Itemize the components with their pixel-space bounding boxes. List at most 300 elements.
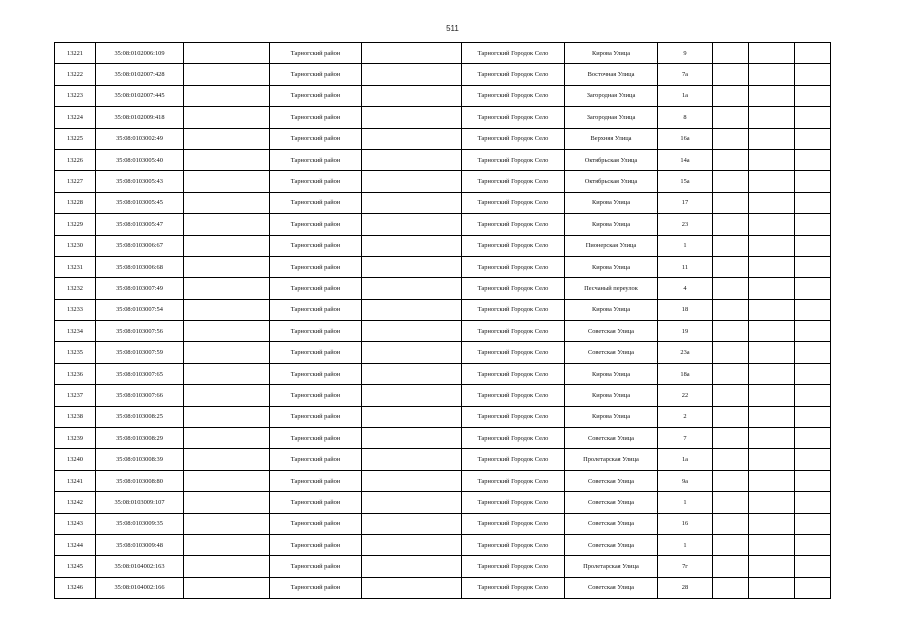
empty-cell <box>362 278 462 299</box>
empty-cell <box>749 406 795 427</box>
table-row <box>55 492 831 513</box>
house-number-cell: 1 <box>658 235 713 256</box>
empty-cell <box>184 428 270 449</box>
empty-cell <box>749 171 795 192</box>
empty-cell <box>749 235 795 256</box>
empty-cell <box>795 192 831 213</box>
empty-cell <box>795 64 831 85</box>
empty-cell <box>749 342 795 363</box>
district-cell: Тарногский район <box>270 192 362 213</box>
empty-cell <box>362 192 462 213</box>
district-cell: Тарногский район <box>270 577 362 598</box>
district-cell: Тарногский район <box>270 43 362 64</box>
empty-cell <box>184 342 270 363</box>
street-cell: Советская Улица <box>565 470 658 491</box>
empty-cell <box>713 385 749 406</box>
table-row <box>55 470 831 491</box>
empty-cell <box>749 43 795 64</box>
table-row <box>55 577 831 598</box>
district-cell: Тарногский район <box>270 492 362 513</box>
street-cell: Кирова Улица <box>565 256 658 277</box>
settlement-cell: Тарногский Городок Село <box>462 428 565 449</box>
empty-cell <box>795 470 831 491</box>
district-cell: Тарногский район <box>270 299 362 320</box>
empty-cell <box>362 406 462 427</box>
street-cell: Пионерская Улица <box>565 235 658 256</box>
empty-cell <box>184 577 270 598</box>
house-number-cell: 7г <box>658 556 713 577</box>
street-cell: Кирова Улица <box>565 214 658 235</box>
record-id-cell: 13228 <box>55 192 96 213</box>
empty-cell <box>749 85 795 106</box>
empty-cell <box>362 171 462 192</box>
cadastral-number-cell: 35:08:0103008:80 <box>96 470 184 491</box>
table-row <box>55 299 831 320</box>
settlement-cell: Тарногский Городок Село <box>462 171 565 192</box>
record-id-cell: 13244 <box>55 534 96 555</box>
settlement-cell: Тарногский Городок Село <box>462 556 565 577</box>
record-id-cell: 13235 <box>55 342 96 363</box>
street-cell: Советская Улица <box>565 428 658 449</box>
house-number-cell: 7а <box>658 64 713 85</box>
street-cell: Кирова Улица <box>565 363 658 384</box>
empty-cell <box>362 64 462 85</box>
cadastral-number-cell: 35:08:0103007:65 <box>96 363 184 384</box>
cadastral-number-cell: 35:08:0103005:43 <box>96 171 184 192</box>
empty-cell <box>749 513 795 534</box>
empty-cell <box>362 342 462 363</box>
record-id-cell: 13245 <box>55 556 96 577</box>
empty-cell <box>713 171 749 192</box>
table-row <box>55 278 831 299</box>
cadastral-number-cell: 35:08:0102006:109 <box>96 43 184 64</box>
empty-cell <box>184 278 270 299</box>
empty-cell <box>749 428 795 449</box>
empty-cell <box>362 428 462 449</box>
empty-cell <box>713 214 749 235</box>
empty-cell <box>713 321 749 342</box>
table-row <box>55 556 831 577</box>
cadastral-number-cell: 35:08:0103007:59 <box>96 342 184 363</box>
settlement-cell: Тарногский Городок Село <box>462 128 565 149</box>
empty-cell <box>184 492 270 513</box>
empty-cell <box>749 577 795 598</box>
empty-cell <box>362 492 462 513</box>
cadastral-number-cell: 35:08:0102009:418 <box>96 107 184 128</box>
settlement-cell: Тарногский Городок Село <box>462 256 565 277</box>
street-cell: Восточная Улица <box>565 64 658 85</box>
empty-cell <box>184 85 270 106</box>
district-cell: Тарногский район <box>270 342 362 363</box>
empty-cell <box>362 321 462 342</box>
record-id-cell: 13237 <box>55 385 96 406</box>
empty-cell <box>184 107 270 128</box>
district-cell: Тарногский район <box>270 470 362 491</box>
empty-cell <box>184 214 270 235</box>
settlement-cell: Тарногский Городок Село <box>462 385 565 406</box>
house-number-cell: 1а <box>658 85 713 106</box>
house-number-cell: 8 <box>658 107 713 128</box>
empty-cell <box>749 214 795 235</box>
empty-cell <box>749 321 795 342</box>
empty-cell <box>362 534 462 555</box>
empty-cell <box>749 128 795 149</box>
settlement-cell: Тарногский Городок Село <box>462 342 565 363</box>
empty-cell <box>749 64 795 85</box>
empty-cell <box>362 385 462 406</box>
empty-cell <box>184 385 270 406</box>
empty-cell <box>713 128 749 149</box>
cadastral-number-cell: 35:08:0102007:428 <box>96 64 184 85</box>
settlement-cell: Тарногский Городок Село <box>462 149 565 170</box>
street-cell: Загородная Улица <box>565 85 658 106</box>
district-cell: Тарногский район <box>270 321 362 342</box>
empty-cell <box>713 278 749 299</box>
house-number-cell: 16 <box>658 513 713 534</box>
empty-cell <box>749 149 795 170</box>
house-number-cell: 9а <box>658 470 713 491</box>
record-id-cell: 13238 <box>55 406 96 427</box>
district-cell: Тарногский район <box>270 363 362 384</box>
empty-cell <box>713 235 749 256</box>
empty-cell <box>795 128 831 149</box>
house-number-cell: 1а <box>658 449 713 470</box>
empty-cell <box>184 235 270 256</box>
cadastral-number-cell: 35:08:0104002:166 <box>96 577 184 598</box>
house-number-cell: 11 <box>658 256 713 277</box>
house-number-cell: 4 <box>658 278 713 299</box>
house-number-cell: 17 <box>658 192 713 213</box>
table-row <box>55 192 831 213</box>
cadastral-number-cell: 35:08:0103009:35 <box>96 513 184 534</box>
settlement-cell: Тарногский Городок Село <box>462 492 565 513</box>
table-row <box>55 214 831 235</box>
house-number-cell: 14а <box>658 149 713 170</box>
empty-cell <box>749 107 795 128</box>
empty-cell <box>713 363 749 384</box>
district-cell: Тарногский район <box>270 85 362 106</box>
table-row <box>55 64 831 85</box>
district-cell: Тарногский район <box>270 534 362 555</box>
empty-cell <box>362 43 462 64</box>
house-number-cell: 28 <box>658 577 713 598</box>
house-number-cell: 19 <box>658 321 713 342</box>
empty-cell <box>184 321 270 342</box>
street-cell: Верхняя Улица <box>565 128 658 149</box>
empty-cell <box>362 556 462 577</box>
empty-cell <box>749 256 795 277</box>
table-row <box>55 406 831 427</box>
empty-cell <box>795 214 831 235</box>
empty-cell <box>713 513 749 534</box>
street-cell: Советская Улица <box>565 534 658 555</box>
street-cell: Кирова Улица <box>565 406 658 427</box>
settlement-cell: Тарногский Городок Село <box>462 321 565 342</box>
house-number-cell: 22 <box>658 385 713 406</box>
house-number-cell: 18 <box>658 299 713 320</box>
record-id-cell: 13227 <box>55 171 96 192</box>
record-id-cell: 13229 <box>55 214 96 235</box>
empty-cell <box>795 299 831 320</box>
table-row <box>55 171 831 192</box>
empty-cell <box>713 256 749 277</box>
house-number-cell: 23а <box>658 342 713 363</box>
empty-cell <box>795 513 831 534</box>
empty-cell <box>749 449 795 470</box>
table-row <box>55 449 831 470</box>
house-number-cell: 15а <box>658 171 713 192</box>
table-row <box>55 235 831 256</box>
record-id-cell: 13236 <box>55 363 96 384</box>
settlement-cell: Тарногский Городок Село <box>462 64 565 85</box>
empty-cell <box>713 577 749 598</box>
empty-cell <box>795 556 831 577</box>
empty-cell <box>184 299 270 320</box>
empty-cell <box>184 556 270 577</box>
table-row <box>55 107 831 128</box>
cadastral-number-cell: 35:08:0103006:67 <box>96 235 184 256</box>
table-row <box>55 385 831 406</box>
cadastral-number-cell: 35:08:0104002:163 <box>96 556 184 577</box>
empty-cell <box>362 513 462 534</box>
street-cell: Советская Улица <box>565 513 658 534</box>
cadastral-number-cell: 35:08:0102007:445 <box>96 85 184 106</box>
street-cell: Советская Улица <box>565 342 658 363</box>
record-id-cell: 13234 <box>55 321 96 342</box>
empty-cell <box>749 470 795 491</box>
street-cell: Советская Улица <box>565 492 658 513</box>
house-number-cell: 23 <box>658 214 713 235</box>
cadastral-number-cell: 35:08:0103007:54 <box>96 299 184 320</box>
empty-cell <box>184 513 270 534</box>
empty-cell <box>184 470 270 491</box>
empty-cell <box>713 428 749 449</box>
empty-cell <box>713 492 749 513</box>
street-cell: Пролетарская Улица <box>565 556 658 577</box>
district-cell: Тарногский район <box>270 149 362 170</box>
street-cell: Кирова Улица <box>565 299 658 320</box>
district-cell: Тарногский район <box>270 278 362 299</box>
cadastral-number-cell: 35:08:0103008:39 <box>96 449 184 470</box>
settlement-cell: Тарногский Городок Село <box>462 107 565 128</box>
empty-cell <box>749 534 795 555</box>
cadastral-number-cell: 35:08:0103008:29 <box>96 428 184 449</box>
street-cell: Советская Улица <box>565 321 658 342</box>
district-cell: Тарногский район <box>270 556 362 577</box>
empty-cell <box>795 43 831 64</box>
empty-cell <box>362 449 462 470</box>
empty-cell <box>362 256 462 277</box>
record-id-cell: 13243 <box>55 513 96 534</box>
record-id-cell: 13239 <box>55 428 96 449</box>
settlement-cell: Тарногский Городок Село <box>462 513 565 534</box>
empty-cell <box>362 107 462 128</box>
empty-cell <box>749 278 795 299</box>
empty-cell <box>749 363 795 384</box>
empty-cell <box>713 342 749 363</box>
house-number-cell: 16а <box>658 128 713 149</box>
empty-cell <box>362 128 462 149</box>
empty-cell <box>184 192 270 213</box>
empty-cell <box>713 299 749 320</box>
street-cell: Октябрьская Улица <box>565 149 658 170</box>
settlement-cell: Тарногский Городок Село <box>462 192 565 213</box>
house-number-cell: 1 <box>658 492 713 513</box>
street-cell: Кирова Улица <box>565 43 658 64</box>
settlement-cell: Тарногский Городок Село <box>462 363 565 384</box>
empty-cell <box>184 43 270 64</box>
cadastral-number-cell: 35:08:0103006:68 <box>96 256 184 277</box>
empty-cell <box>795 171 831 192</box>
empty-cell <box>362 363 462 384</box>
empty-cell <box>795 428 831 449</box>
empty-cell <box>749 192 795 213</box>
cadastral-number-cell: 35:08:0103005:45 <box>96 192 184 213</box>
empty-cell <box>795 492 831 513</box>
house-number-cell: 2 <box>658 406 713 427</box>
house-number-cell: 7 <box>658 428 713 449</box>
empty-cell <box>713 43 749 64</box>
street-cell: Кирова Улица <box>565 385 658 406</box>
district-cell: Тарногский район <box>270 171 362 192</box>
page-number: 511 <box>446 24 459 33</box>
record-id-cell: 13246 <box>55 577 96 598</box>
settlement-cell: Тарногский Городок Село <box>462 577 565 598</box>
cadastral-number-cell: 35:08:0103007:49 <box>96 278 184 299</box>
empty-cell <box>184 128 270 149</box>
empty-cell <box>795 321 831 342</box>
street-cell: Советская Улица <box>565 577 658 598</box>
empty-cell <box>184 64 270 85</box>
record-id-cell: 13240 <box>55 449 96 470</box>
empty-cell <box>713 556 749 577</box>
empty-cell <box>795 235 831 256</box>
empty-cell <box>795 577 831 598</box>
empty-cell <box>795 363 831 384</box>
record-id-cell: 13222 <box>55 64 96 85</box>
settlement-cell: Тарногский Городок Село <box>462 470 565 491</box>
empty-cell <box>184 256 270 277</box>
empty-cell <box>713 406 749 427</box>
empty-cell <box>362 85 462 106</box>
empty-cell <box>184 449 270 470</box>
empty-cell <box>713 470 749 491</box>
empty-cell <box>795 256 831 277</box>
district-cell: Тарногский район <box>270 256 362 277</box>
table-row <box>55 43 831 64</box>
district-cell: Тарногский район <box>270 428 362 449</box>
cadastral-number-cell: 35:08:0103005:40 <box>96 149 184 170</box>
cadastral-number-cell: 35:08:0103008:25 <box>96 406 184 427</box>
record-id-cell: 13241 <box>55 470 96 491</box>
empty-cell <box>362 577 462 598</box>
table-row <box>55 256 831 277</box>
empty-cell <box>362 470 462 491</box>
registry-body <box>55 43 831 599</box>
table-row <box>55 513 831 534</box>
empty-cell <box>713 107 749 128</box>
empty-cell <box>795 449 831 470</box>
registry-table <box>54 42 831 599</box>
table-row <box>55 149 831 170</box>
settlement-cell: Тарногский Городок Село <box>462 534 565 555</box>
house-number-cell: 9 <box>658 43 713 64</box>
empty-cell <box>795 107 831 128</box>
record-id-cell: 13223 <box>55 85 96 106</box>
cadastral-number-cell: 35:08:0103007:66 <box>96 385 184 406</box>
empty-cell <box>713 149 749 170</box>
empty-cell <box>713 64 749 85</box>
district-cell: Тарногский район <box>270 513 362 534</box>
table-row <box>55 85 831 106</box>
settlement-cell: Тарногский Городок Село <box>462 278 565 299</box>
record-id-cell: 13230 <box>55 235 96 256</box>
settlement-cell: Тарногский Городок Село <box>462 406 565 427</box>
cadastral-number-cell: 35:08:0103009:48 <box>96 534 184 555</box>
settlement-cell: Тарногский Городок Село <box>462 214 565 235</box>
record-id-cell: 13242 <box>55 492 96 513</box>
empty-cell <box>795 278 831 299</box>
district-cell: Тарногский район <box>270 235 362 256</box>
cadastral-number-cell: 35:08:0103009:107 <box>96 492 184 513</box>
empty-cell <box>713 192 749 213</box>
record-id-cell: 13224 <box>55 107 96 128</box>
district-cell: Тарногский район <box>270 214 362 235</box>
table-row <box>55 363 831 384</box>
empty-cell <box>184 171 270 192</box>
empty-cell <box>749 299 795 320</box>
empty-cell <box>713 449 749 470</box>
empty-cell <box>184 363 270 384</box>
empty-cell <box>749 492 795 513</box>
empty-cell <box>362 149 462 170</box>
record-id-cell: 13221 <box>55 43 96 64</box>
empty-cell <box>184 149 270 170</box>
record-id-cell: 13225 <box>55 128 96 149</box>
cadastral-number-cell: 35:08:0103005:47 <box>96 214 184 235</box>
street-cell: Пролетарская Улица <box>565 449 658 470</box>
empty-cell <box>795 149 831 170</box>
empty-cell <box>362 235 462 256</box>
empty-cell <box>795 85 831 106</box>
district-cell: Тарногский район <box>270 406 362 427</box>
cadastral-number-cell: 35:08:0103002:49 <box>96 128 184 149</box>
empty-cell <box>362 214 462 235</box>
street-cell: Песчаный переулок <box>565 278 658 299</box>
settlement-cell: Тарногский Городок Село <box>462 85 565 106</box>
street-cell: Загородная Улица <box>565 107 658 128</box>
table-row <box>55 342 831 363</box>
empty-cell <box>713 534 749 555</box>
house-number-cell: 18а <box>658 363 713 384</box>
record-id-cell: 13226 <box>55 149 96 170</box>
table-row <box>55 128 831 149</box>
empty-cell <box>184 406 270 427</box>
empty-cell <box>362 299 462 320</box>
street-cell: Октябрьская Улица <box>565 171 658 192</box>
district-cell: Тарногский район <box>270 385 362 406</box>
empty-cell <box>795 406 831 427</box>
district-cell: Тарногский район <box>270 107 362 128</box>
record-id-cell: 13231 <box>55 256 96 277</box>
empty-cell <box>184 534 270 555</box>
settlement-cell: Тарногский Городок Село <box>462 449 565 470</box>
table-row <box>55 428 831 449</box>
empty-cell <box>795 342 831 363</box>
street-cell: Кирова Улица <box>565 192 658 213</box>
district-cell: Тарногский район <box>270 449 362 470</box>
table-row <box>55 321 831 342</box>
